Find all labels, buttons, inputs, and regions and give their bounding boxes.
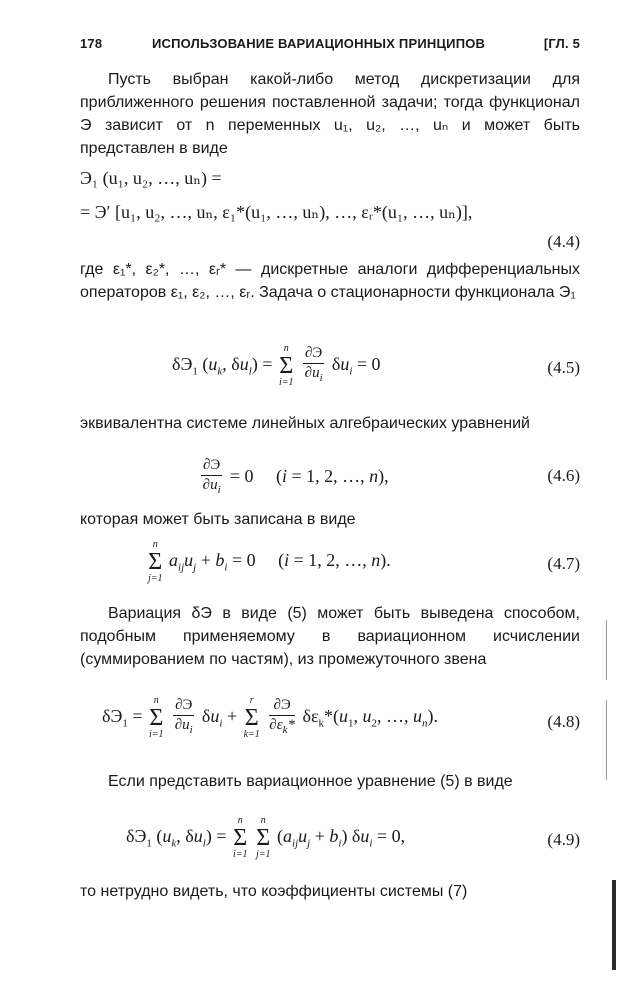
paragraph-5: Вариация δЭ в виде (5) может быть выведена способом, подобным применяемому в вариационном исчислении (суммированием по частям), из промежуточного звена [80, 605, 580, 668]
equation-4-5 [80, 344, 580, 396]
sum-sign: n Σ j=1 [148, 539, 163, 584]
paragraph-6: Если представить вариационное уравнение (5) в виде [108, 773, 513, 790]
paragraph-4: которая может быть записана в виде [80, 511, 356, 528]
sum-sign: r Σ k=1 [243, 695, 260, 740]
equation-4-4-rhs: = Э′ [u₁, u₂, …, uₙ, ε₁*(u₁, …, uₙ), …, εᵣ*(u₁, …, uₙ)], [80, 202, 473, 222]
equation-4-8-body: $\delta Э_1$ = n Σ i=1 $\frac{\partial Э}{\partial u_i}$ $\delta u_i$ + r Σ k=1 $\frac{\partial Э}{\partial\varepsilon_k*}$ $\delta\varepsilon_k*(u_1$, $u_2$, …, $u_n$). [102, 695, 439, 740]
partial-fraction: $\frac{\partial Э}{\partial u_i}$ [202, 457, 221, 496]
equation-number-4-5: (4.5) [547, 358, 580, 377]
sum-sign: n Σ i=1 [149, 695, 164, 740]
equation-4-4-lhs: Э₁ (u₁, u₂, …, uₙ) = [80, 168, 222, 188]
equation-4-7 [80, 540, 580, 592]
page-number: 178 [80, 36, 103, 51]
paragraph-7: то нетрудно видеть, что коэффициенты системы (7) [80, 883, 468, 900]
equation-number-4-4: (4.4) [547, 232, 580, 251]
equation-number-4-6: (4.6) [547, 466, 580, 485]
scan-edge-bar [612, 880, 616, 970]
scan-margin-line [606, 700, 607, 780]
sum-sign: n Σ i=1 [232, 815, 248, 860]
chapter-label: [ГЛ. 5 [543, 36, 580, 51]
scan-margin-line [606, 620, 607, 680]
equation-4-4-line2 [80, 202, 580, 232]
equation-4-4-line1 [80, 168, 580, 198]
equation-number-4-7: (4.7) [547, 554, 580, 573]
running-title: ИСПОЛЬЗОВАНИЕ ВАРИАЦИОННЫХ ПРИНЦИПОВ [152, 36, 486, 51]
sum-sign: n Σ j=1 [256, 815, 271, 860]
paragraph-2: где ε₁*, ε₂*, …, εᵣ* — дискретные аналоги дифференциальных операторов ε₁, ε₂, …, εᵣ. Задача о стационарности функционала Э₁ [80, 261, 580, 301]
equation-4-7-body: n Σ j=1 $a_{ij}u_j + b_i = 0$ (i = 1, 2, …, n). [148, 539, 391, 584]
equation-number-4-9: (4.9) [547, 830, 580, 849]
equation-4-9-body: $\delta Э_1$ ($u_k$, $\delta u_l$) = n Σ i=1 n Σ j=1 $(a_{ij}u_j + b_i) \delta u_i = 0$, [126, 815, 406, 860]
equation-4-6 [80, 456, 580, 498]
paragraph-3: эквивалентна системе линейных алгебраических уравнений [80, 415, 530, 432]
equation-4-5-body: $\delta Э_1$ ($u_k$, $\delta u_l$) = n Σ i=1 $\frac{\partial Э}{\partial u_i}$ $\delta u_i = 0$ [172, 343, 381, 388]
partial-fraction: $\frac{\partial Э}{\partial u_i}$ [174, 697, 193, 736]
equation-number-4-8: (4.8) [547, 712, 580, 731]
paragraph-1: Пусть выбран какой-либо метод дискретизации для приближенного решения поставленной задачи; тогда функционал Э зависит от n переменных u₁, u₂, …, uₙ и может быть представлен в виде [80, 71, 580, 157]
partial-fraction: $\frac{\partial Э}{\partial u_i}$ [304, 345, 323, 384]
equation-4-8 [80, 696, 580, 752]
partial-fraction: $\frac{\partial Э}{\partial\varepsilon_k*}$ [269, 697, 295, 736]
sum-sign: n Σ i=1 [278, 343, 294, 388]
equation-4-6-body: $\frac{\partial Э}{\partial u_i}$ = 0 (i = 1, 2, …, n), [198, 456, 389, 500]
equation-4-9 [80, 816, 580, 868]
